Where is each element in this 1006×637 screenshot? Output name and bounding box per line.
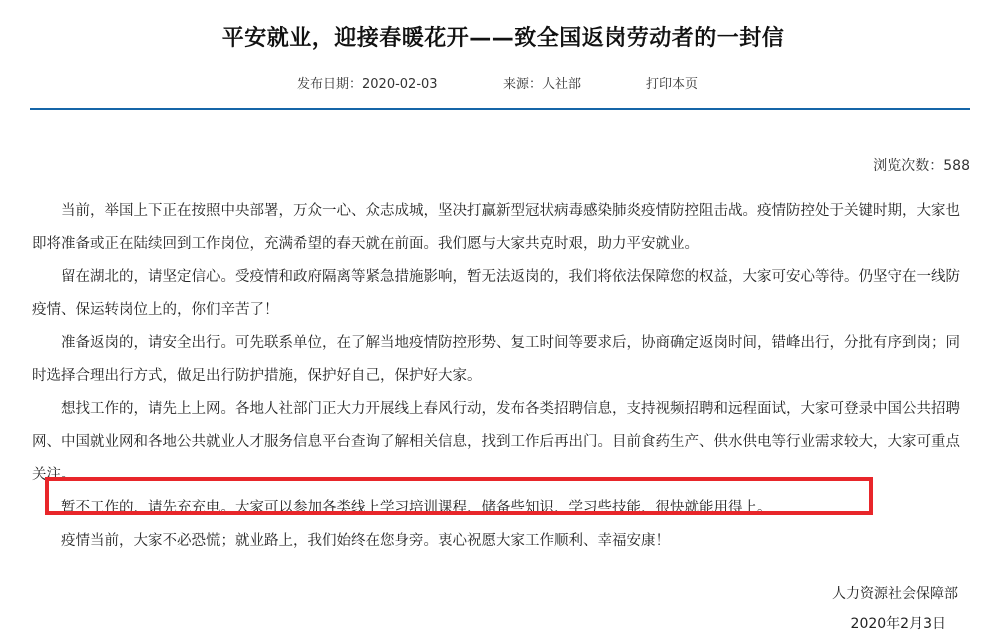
- title-divider: [30, 108, 970, 110]
- paragraph-intro: 当前，举国上下正在按照中央部署，万众一心、众志成城，坚决打赢新型冠状病毒感染肺炎疫情防控阻击战。疫情防控处于关键时期，大家也即将准备或正在陆续回到工作岗位，充满希望的春天就在前面。我们愿与大家共克时艰，助力平安就业。: [32, 203, 960, 252]
- article-source: 来源：人社部: [503, 77, 582, 92]
- publish-date: 发布日期：2020-02-03: [297, 77, 438, 92]
- paragraph-hubei: 留在湖北的，请坚定信心。受疫情和政府隔离等紧急措施影响，暂无法返岗的，我们将依法保障您的权益，大家可安心等待。仍坚守在一线防疫情、保运转岗位上的，你们辛苦了！: [32, 269, 960, 318]
- article-title: 平安就业，迎接春暖花开——致全国返岗劳动者的一封信: [221, 26, 785, 51]
- signature-organization: 人力资源社会保障部: [832, 586, 958, 602]
- paragraph-study: 暂不工作的，请先充充电。大家可以参加各类线上学习培训课程，储备些知识，学习些技能，很快就能用得上。: [61, 500, 772, 516]
- article-body: [32, 195, 968, 558]
- paragraph-return: 准备返岗的，请安全出行。可先联系单位，在了解当地疫情防控形势、复工时间等要求后，协商确定返岗时间，错峰出行，分批有序到岗；同时选择合理出行方式，做足出行防护措施，保护好自己，保护好大家。: [32, 335, 960, 384]
- paragraph-job-search: 想找工作的，请先上上网。各地人社部门正大力开展线上春风行动，发布各类招聘信息，支持视频招聘和远程面试，大家可登录中国公共招聘网、中国就业网和各地公共就业人才服务信息平台查询了解相关信息，找到工作后再出门。目前食药生产、供水供电等行业需求较大，大家可重点关注。: [32, 401, 960, 483]
- paragraph-closing: 疫情当前，大家不必恐慌；就业路上，我们始终在您身旁。衷心祝愿大家工作顺利、幸福安康！: [61, 533, 670, 549]
- print-page-link[interactable]: 打印本页: [646, 77, 699, 92]
- view-count: 浏览次数：588: [873, 158, 970, 174]
- signature-date: 2020年2月3日: [850, 616, 946, 632]
